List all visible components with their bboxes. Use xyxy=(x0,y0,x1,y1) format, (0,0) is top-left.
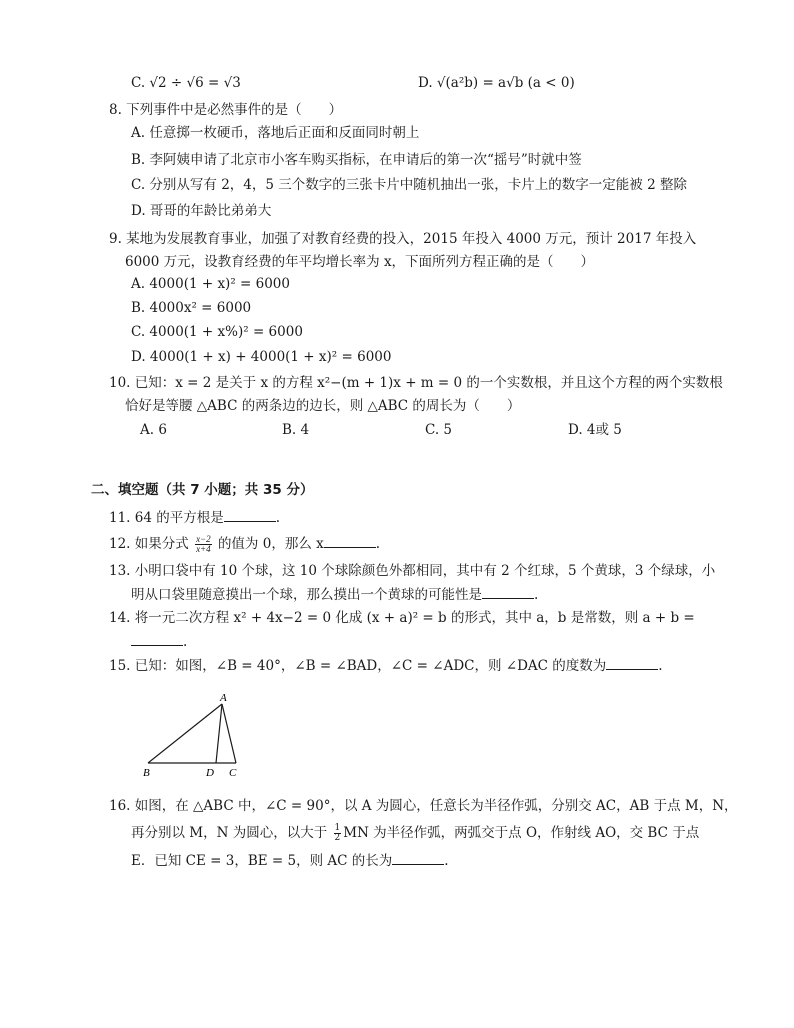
q16-fraction-denominator: 2 xyxy=(334,833,341,843)
q13-text: 明从口袋里随意摸出一个球，那么摸出一个黄球的可能性是 xyxy=(131,587,482,603)
q8-stem: 8. 下列事件中是必然事件的是（ ） xyxy=(109,102,343,118)
q16-end: . xyxy=(444,853,449,869)
q12-answer-blank[interactable] xyxy=(324,534,376,548)
q14-line1: 14. 将一元二次方程 x² + 4x−2 = 0 化成 (x + a)² = b 的形式，其中 a，b 是常数，则 a + b = xyxy=(109,610,695,626)
q9-option-a: A. 4000(1 + x)² = 6000 xyxy=(131,276,290,292)
q16-text: E．已知 CE = 3，BE = 5，则 AC 的长为 xyxy=(131,853,393,869)
q10-option-b: B. 4 xyxy=(282,422,310,438)
segment-ab xyxy=(148,704,222,763)
q15-end: . xyxy=(658,658,663,674)
q15-line xyxy=(109,656,663,675)
section-title: 二、填空题（共 7 小题；共 35 分） xyxy=(91,482,314,498)
segment-ad xyxy=(216,704,222,763)
q12-fraction-numerator: x−2 xyxy=(196,534,211,544)
q13-end: . xyxy=(534,587,539,603)
q14-line2 xyxy=(131,632,187,651)
q8-option-d: D. 哥哥的年龄比弟弟大 xyxy=(131,203,272,219)
q9-option-b: B. 4000x² = 6000 xyxy=(131,300,252,316)
q9-stem-line1: 9. 某地为发展教育事业，加强了对教育经费的投入，2015 年投入 4000 万元，预计 2017 年投入 xyxy=(109,231,697,247)
q16-line2 xyxy=(131,824,699,843)
segment-ac xyxy=(222,704,236,763)
q10-stem-line2: 恰好是等腰 △ABC 的两条边的边长，则 △ABC 的周长为（ ） xyxy=(125,398,521,414)
q9-option-c: C. 4000(1 + x%)² = 6000 xyxy=(131,324,303,340)
q15-triangle-figure xyxy=(140,690,250,780)
q16-fraction-numerator: 1 xyxy=(334,823,341,833)
q8-option-a: A. 任意掷一枚硬币，落地后正面和反面同时朝上 xyxy=(131,125,420,141)
q13-line1: 13. 小明口袋中有 10 个球，这 10 个球除颜色外都相同，其中有 2 个红球，5 个黄球，3 个绿球，小 xyxy=(109,563,716,579)
q11-text: 11. 64 的平方根是 xyxy=(109,510,224,526)
label-c: C xyxy=(229,767,237,779)
q12-fraction-denominator: x+4 xyxy=(196,544,211,554)
q15-text: 15. 已知：如图，∠B = 40°，∠B = ∠BAD，∠C = ∠ADC，则 ∠DAC 的度数为 xyxy=(109,658,607,674)
q14-answer-blank[interactable] xyxy=(131,632,183,646)
q16-answer-blank[interactable] xyxy=(392,851,444,865)
q8-option-c: C. 分别从写有 2，4，5 三个数字的三张卡片中随机抽出一张，卡片上的数字一定能被 2 整除 xyxy=(131,177,687,193)
label-a: A xyxy=(220,692,227,704)
q13-line2 xyxy=(131,585,538,604)
q16-line3 xyxy=(131,851,449,870)
q10-option-c: C. 5 xyxy=(425,422,453,438)
q7-option-c: C. √2 ÷ √6 = √3 xyxy=(131,75,241,91)
q10-option-d: D. 4或 5 xyxy=(568,422,622,438)
q11-answer-blank[interactable] xyxy=(224,508,276,522)
q16-line1: 16. 如图，在 △ABC 中，∠C = 90°，以 A 为圆心，任意长为半径作弧，分别交 AC，AB 于点 M，N， xyxy=(109,798,738,814)
q9-stem-line2: 6000 万元，设教育经费的年平均增长率为 x，下面所列方程正确的是（ ） xyxy=(125,254,595,270)
q12-post: 的值为 0，那么 x xyxy=(217,536,324,552)
q10-stem-line1: 10. 已知：x = 2 是关于 x 的方程 x²−(m + 1)x + m = 0 的一个实数根，并且这个方程的两个实数根 xyxy=(109,375,723,391)
q12-pre: 12. 如果分式 xyxy=(109,536,189,552)
q8-option-b: B. 李阿姨申请了北京市小客车购买指标，在申请后的第一次“摇号”时就中签 xyxy=(131,152,582,168)
q12-fraction xyxy=(195,535,212,554)
q13-answer-blank[interactable] xyxy=(482,585,534,599)
q9-option-d: D. 4000(1 + x) + 4000(1 + x)² = 6000 xyxy=(131,349,392,365)
q12-end: . xyxy=(375,536,381,552)
q15-answer-blank[interactable] xyxy=(606,656,658,670)
q10-option-a: A. 6 xyxy=(140,422,167,438)
q12 xyxy=(109,534,380,554)
q7-option-d: D. √(a²b) = a√b (a < 0) xyxy=(418,75,575,91)
q16-fraction xyxy=(334,824,342,843)
q14-end: . xyxy=(183,634,188,650)
q11 xyxy=(109,508,280,527)
label-b: B xyxy=(143,767,150,779)
q16-line2-pre: 再分别以 M，N 为圆心，以大于 xyxy=(131,825,328,841)
q11-end: . xyxy=(275,510,281,526)
q16-line2-post: MN 为半径作弧，两弧交于点 O，作射线 AO，交 BC 于点 xyxy=(343,825,700,841)
label-d: D xyxy=(206,767,214,779)
